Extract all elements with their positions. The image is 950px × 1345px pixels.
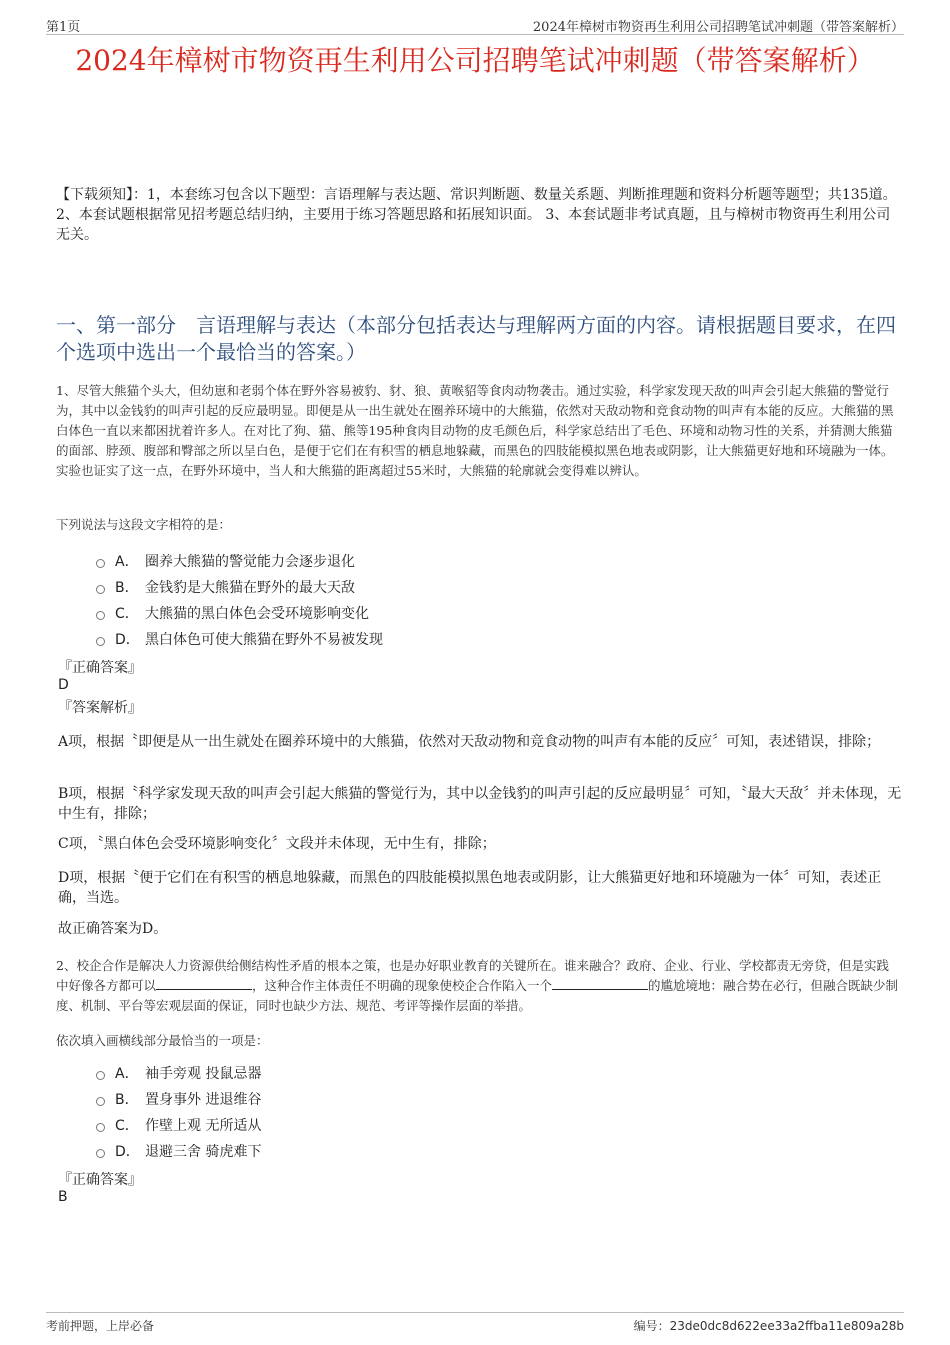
radio-icon[interactable] [96, 1149, 105, 1158]
page-footer [46, 1312, 904, 1335]
radio-icon[interactable] [96, 611, 105, 620]
download-notice: 【下载须知】：1，本套练习包含以下题型：言语理解与表达题、常识判断题、数量关系题、判断推理题和资料分析题等题型；共135道。 2、本套试题根据常见招考题总结归纳，主要用于练习答题思路和拓展知识面。 3、本套试题非考试真题，且与樟树市物资再生利用公司无关。 [56, 187, 897, 243]
page-number: 第1页 [46, 20, 81, 35]
correct-answer: D [58, 677, 69, 693]
header-doc-title: 2024年樟树市物资再生利用公司招聘笔试冲刺题（带答案解析） [532, 20, 904, 35]
explanation-b: B项，根据〝科学家发现天敌的叫声会引起大熊猫的警觉行为，其中以金钱豹的叫声引起的反应最明显〞可知，〝最大天敌〞并未体现，无中生有，排除； [58, 786, 902, 822]
correct-answer-label: 『正确答案』 [58, 660, 142, 676]
radio-icon[interactable] [96, 637, 105, 646]
question-2-prompt: 依次填入画横线部分最恰当的一项是： [56, 1033, 269, 1048]
section-heading: 一、第一部分 言语理解与表达（本部分包括表达与理解两方面的内容。请根据题目要求，在四个选项中选出一个最恰当的答案。） [56, 313, 896, 364]
radio-icon[interactable] [96, 1071, 105, 1080]
answer-analysis-label: 『答案解析』 [58, 700, 142, 716]
page-title: 2024年樟树市物资再生利用公司招聘笔试冲刺题（带答案解析） [75, 44, 875, 77]
question-1-text: 1、尽管大熊猫个头大，但幼崽和老弱个体在野外容易被豹、豺、狼、黄喉貂等食肉动物袭击。通过实验，科学家发现天敌的叫声会引起大熊猫的警觉行为，其中以金钱豹的叫声引起的反应最明显。即便是从一出生就处在圈养环境中的大熊猫，依然对天敌动物和竞食动物的叫声有本能的反应。大熊猫的黑白体色一直以来都困扰着许多人。在对比了狗、猫、熊等195种食肉目动物的皮毛颜色后，科学家总结出了毛色、环境和动物习性的关系，并猜测大熊猫的面部、脖颈、腹部和臀部之所以呈白色，是便于它们在有积雪的栖息地躲藏，而黑色的四肢能模拟黑色地表或阴影，让大熊猫更好地和环境融为一体。实验也证实了这一点，在野外环境中，当人和大熊猫的距离超过55米时，大熊猫的轮廓就会变得难以辨认。 [56, 383, 894, 478]
radio-icon[interactable] [96, 1097, 105, 1106]
option-a[interactable]: A． 圈养大熊猫的警觉能力会逐步退化 [96, 549, 383, 575]
option-d[interactable]: D． 退避三舍 骑虎难下 [96, 1139, 261, 1165]
explanation-conclusion: 故正确答案为D。 [58, 921, 168, 937]
option-c[interactable]: C． 大熊猫的黑白体色会受环境影响变化 [96, 601, 383, 627]
question-2-options [96, 1061, 261, 1165]
radio-icon[interactable] [96, 1123, 105, 1132]
radio-icon[interactable] [96, 585, 105, 594]
radio-icon[interactable] [96, 559, 105, 568]
footer-slogan: 考前押题，上岸必备 [46, 1319, 155, 1333]
correct-answer-label: 『正确答案』 [58, 1172, 142, 1188]
fill-blank [156, 977, 252, 990]
question-2-text: 2、校企合作是解决人力资源供给侧结构性矛盾的根本之策，也是办好职业教育的关键所在。谁来融合？政府、企业、行业、学校都责无旁贷，但是实践中好像各方都可以 ，这种合作主体责任不明确的现象使校企合作陷入一个 的尴尬境地：融合势在必行，但融合既缺少制度、机制、平台等宏观层面的保证，同时也缺少方法、规范、考评等操作层面的举措。 [56, 958, 899, 1013]
correct-answer: B [58, 1189, 68, 1205]
option-d[interactable]: D． 黑白体色可使大熊猫在野外不易被发现 [96, 627, 383, 653]
question-1-prompt: 下列说法与这段文字相符的是： [56, 517, 232, 532]
fill-blank [552, 977, 648, 990]
option-b[interactable]: B． 金钱豹是大熊猫在野外的最大天敌 [96, 575, 383, 601]
footer-code: 编号：23de0dc8d622ee33a2ffba11e809a28b [633, 1319, 904, 1333]
option-b[interactable]: B． 置身事外 进退维谷 [96, 1087, 261, 1113]
question-1-options [96, 549, 383, 653]
explanation-a: A项，根据〝即便是从一出生就处在圈养环境中的大熊猫，依然对天敌动物和竞食动物的叫声有本能的反应〞可知，表述错误，排除； [58, 734, 881, 750]
page-header [46, 14, 904, 35]
option-a[interactable]: A． 袖手旁观 投鼠忌器 [96, 1061, 261, 1087]
explanation-c: C项，〝黑白体色会受环境影响变化〞文段并未体现，无中生有，排除； [58, 836, 496, 852]
explanation-d: D项，根据〝便于它们在有积雪的栖息地躲藏，而黑色的四肢能模拟黑色地表或阴影，让大熊猫更好地和环境融为一体〞可知，表述正确，当选。 [58, 870, 882, 906]
option-c[interactable]: C． 作壁上观 无所适从 [96, 1113, 261, 1139]
